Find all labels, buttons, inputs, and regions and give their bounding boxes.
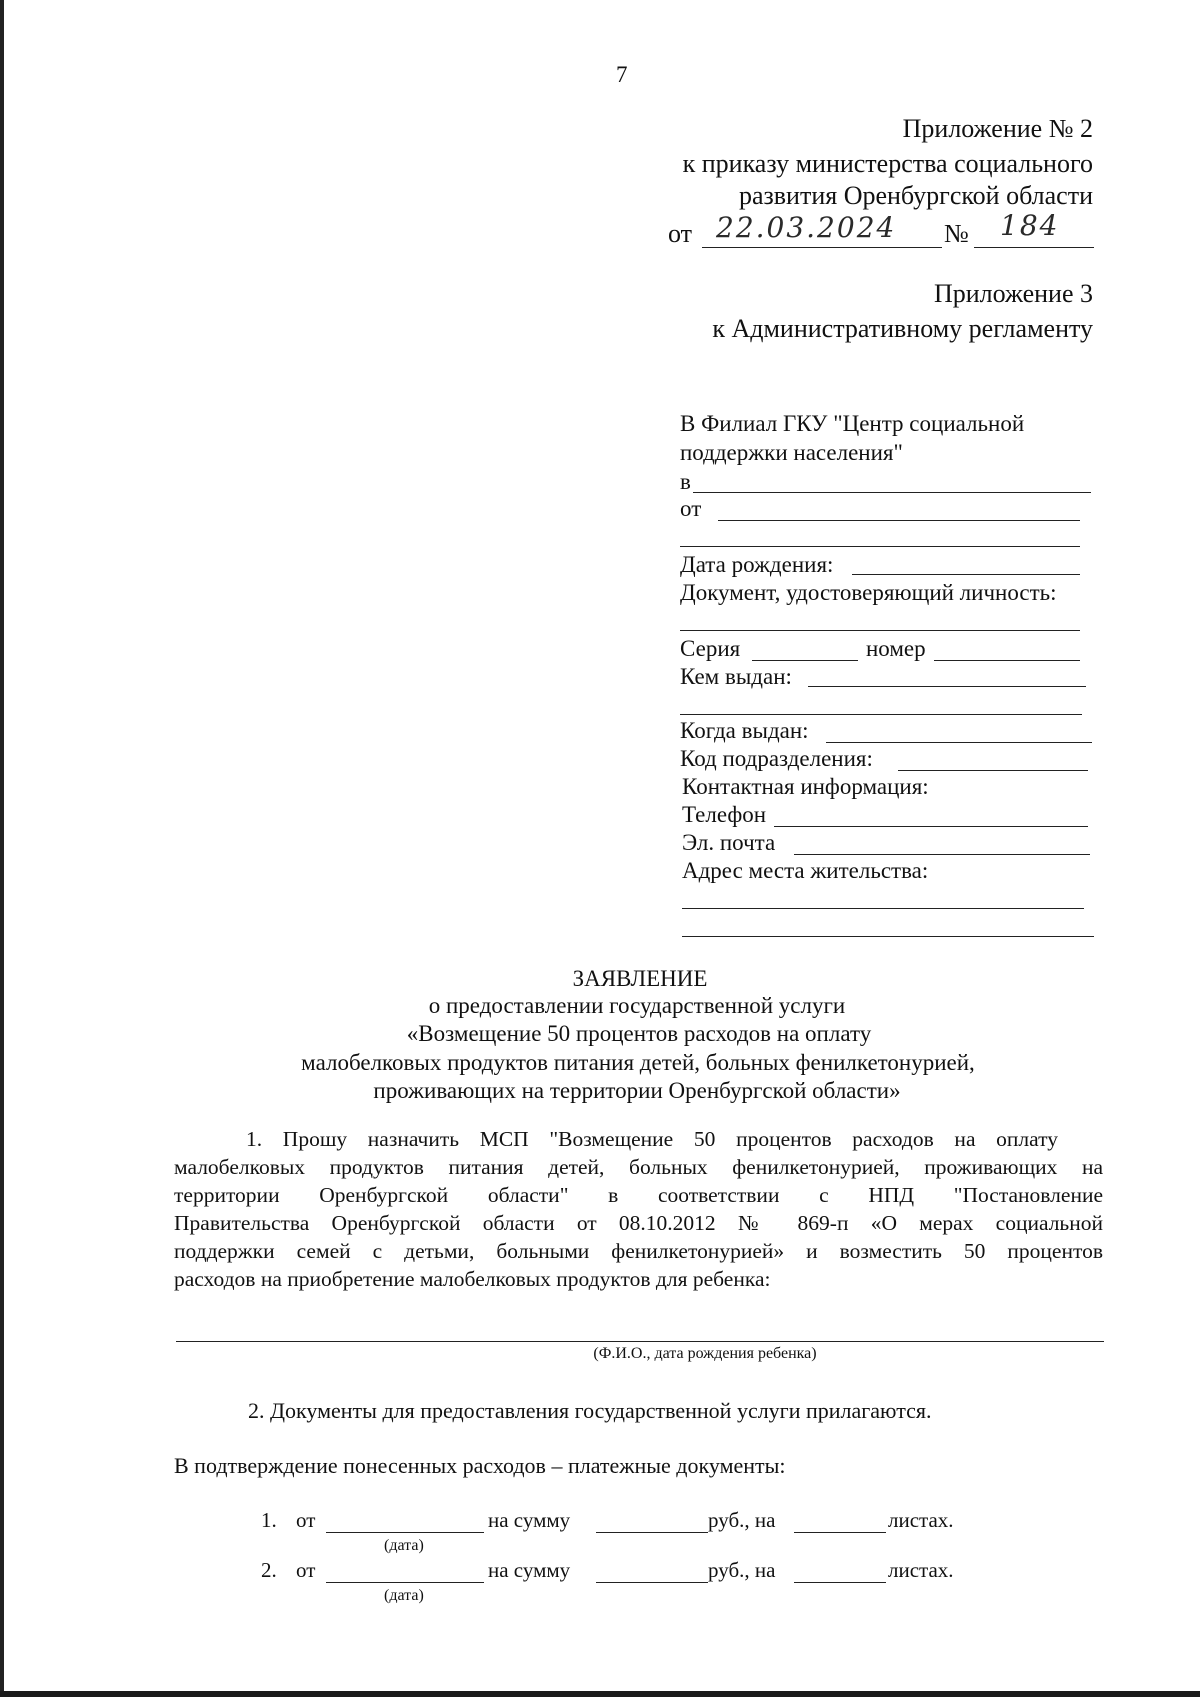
id-document-field[interactable]: [680, 630, 1080, 631]
address-field[interactable]: [682, 908, 1084, 909]
order-from-label: от: [668, 219, 693, 248]
scan-edge-left: [0, 0, 4, 1697]
regulation-line: к Административному регламенту: [712, 314, 1093, 343]
issued-when-label: Когда выдан:: [680, 718, 809, 743]
division-code-label: Код подразделения:: [680, 746, 873, 771]
p1-line-4: Правительства Оренбургской области от 08.10.2012 № 869-п «О мерах социальной: [174, 1211, 1103, 1235]
payment-date-caption: (дата): [384, 1587, 424, 1604]
payment-sheets-label: листах.: [888, 1558, 954, 1582]
child-info-caption: (Ф.И.О., дата рождения ребенка): [593, 1345, 817, 1362]
application-heading: ЗАЯВЛЕНИЕ: [572, 966, 708, 991]
payment-sheets-field[interactable]: [794, 1532, 886, 1533]
order-date-handwritten: 22.03.2024: [716, 211, 897, 244]
issued-by-label: Кем выдан:: [680, 664, 792, 689]
email-label: Эл. почта: [682, 830, 776, 855]
p1-line-2: малобелковых продуктов питания детей, больных фенилкетонурией, проживающих на: [174, 1155, 1103, 1179]
issued-when-field[interactable]: [826, 742, 1092, 743]
passport-number-field[interactable]: [934, 660, 1080, 661]
payment-sheets-field[interactable]: [794, 1582, 886, 1583]
title-line-1: о предоставлении государственной услуги: [428, 993, 846, 1018]
title-line-4: проживающих на территории Оренбургской области»: [373, 1078, 901, 1103]
p1-line-5: поддержки семей с детьми, больными фенилкетонурией» и возместить 50 процентов: [174, 1239, 1103, 1263]
recipient-in-label: в: [680, 469, 691, 494]
issued-by-field[interactable]: [808, 686, 1086, 687]
payment-date-field[interactable]: [326, 1532, 484, 1533]
payment-row-number: 1.: [261, 1508, 277, 1532]
payment-sum-field[interactable]: [596, 1582, 708, 1583]
payment-date-field[interactable]: [326, 1582, 484, 1583]
payment-sum-label: на сумму: [488, 1508, 571, 1532]
order-number-handwritten: 184: [1000, 209, 1060, 242]
page-number: 7: [616, 62, 628, 87]
order-date-line: [702, 247, 942, 248]
birth-date-field[interactable]: [852, 574, 1080, 575]
scan-edge-bottom: [0, 1691, 1200, 1697]
series-field[interactable]: [752, 660, 858, 661]
payment-sum-field[interactable]: [596, 1532, 708, 1533]
payment-sum-label: на сумму: [488, 1558, 571, 1582]
appendix-3-title: Приложение 3: [933, 279, 1093, 308]
appendix-2-title: Приложение № 2: [902, 114, 1093, 143]
id-document-label: Документ, удостоверяющий личность:: [680, 580, 1057, 605]
p1-line-6: расходов на приобретение малобелковых продуктов для ребенка:: [174, 1267, 771, 1291]
contact-info-label: Контактная информация:: [682, 774, 929, 799]
address-label: Адрес места жительства:: [682, 858, 929, 883]
p1-line-1: 1. Прошу назначить МСП "Возмещение 50 процентов расходов на оплату: [246, 1127, 1058, 1151]
phone-field[interactable]: [774, 826, 1088, 827]
issued-by-field-2[interactable]: [680, 714, 1082, 715]
address-field-2[interactable]: [682, 936, 1094, 937]
applicant-name-field-2[interactable]: [680, 546, 1080, 547]
order-line-2: развития Оренбургской области: [738, 181, 1093, 210]
payment-row-number: 2.: [261, 1558, 277, 1582]
order-number-line: [974, 247, 1094, 248]
payment-sheets-label: листах.: [888, 1508, 954, 1532]
series-label: Серия: [680, 636, 741, 661]
email-field[interactable]: [794, 854, 1090, 855]
documents-attached-text: 2. Документы для предоставления государственной услуги прилагаются.: [248, 1398, 932, 1423]
payment-rub-label: руб., на: [708, 1508, 776, 1532]
payment-rub-label: руб., на: [708, 1558, 776, 1582]
child-info-field[interactable]: [176, 1341, 1104, 1342]
recipient-from-label: от: [680, 496, 702, 521]
title-line-2: «Возмещение 50 процентов расходов на оплату: [406, 1021, 872, 1046]
applicant-name-field[interactable]: [718, 520, 1080, 521]
order-line-1: к приказу министерства социального: [682, 149, 1093, 178]
birth-date-label: Дата рождения:: [680, 552, 834, 577]
payment-docs-text: В подтверждение понесенных расходов – платежные документы:: [174, 1453, 786, 1478]
recipient-line-2: поддержки населения": [680, 440, 903, 465]
title-line-3: малобелковых продуктов питания детей, больных фенилкетонурией,: [301, 1050, 975, 1075]
recipient-in-field[interactable]: [693, 492, 1091, 493]
payment-date-caption: (дата): [384, 1537, 424, 1554]
payment-from-label: от: [296, 1558, 316, 1582]
division-code-field[interactable]: [898, 770, 1088, 771]
passport-number-label: номер: [866, 636, 926, 661]
phone-label: Телефон: [682, 802, 767, 827]
recipient-line-1: В Филиал ГКУ "Центр социальной: [680, 411, 1025, 436]
p1-line-3: территории Оренбургской области" в соответствии с НПД "Постановление: [174, 1183, 1103, 1207]
order-number-label: №: [944, 219, 969, 248]
payment-from-label: от: [296, 1508, 316, 1532]
